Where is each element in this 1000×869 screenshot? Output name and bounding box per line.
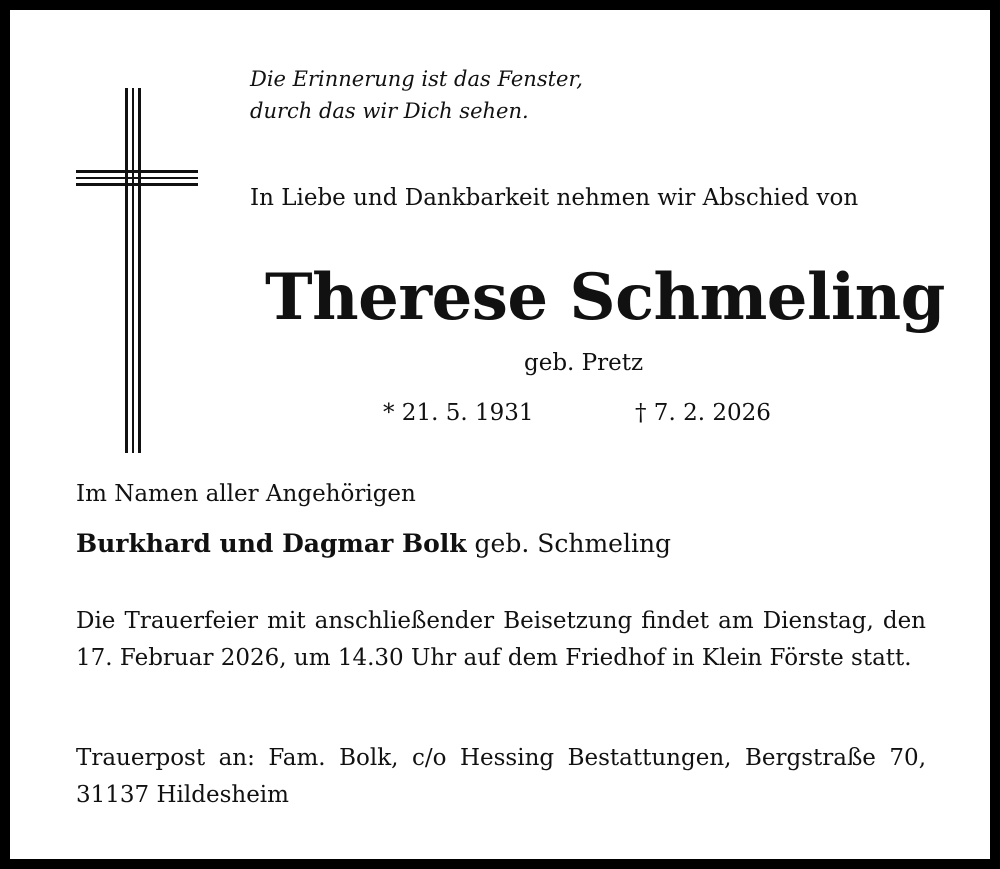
quote-line-1: Die Erinnerung ist das Fenster, bbox=[250, 67, 583, 91]
cross-icon bbox=[76, 88, 198, 454]
birth-date: * 21. 5. 1931 bbox=[383, 400, 534, 426]
quote-line-2: durch das wir Dich sehen. bbox=[250, 99, 529, 123]
behalf-line: Im Namen aller Angehörigen bbox=[76, 481, 416, 507]
intro-text: In Liebe und Dankbarkeit nehmen wir Abschied von bbox=[250, 185, 859, 211]
obituary-notice bbox=[10, 10, 990, 859]
maiden-name: geb. Pretz bbox=[524, 350, 644, 376]
mourner-names-rest: geb. Schmeling bbox=[466, 529, 672, 558]
mourner-names bbox=[76, 529, 671, 558]
mourner-names-bold: Burkhard und Dagmar Bolk bbox=[76, 529, 467, 558]
death-date: † 7. 2. 2026 bbox=[635, 400, 771, 426]
ceremony-details: Die Trauerfeier mit anschließender Beisetzung findet am Dienstag, den 17. Februar 2026, um 14.30 Uhr auf dem Friedhof in Klein Förste statt. bbox=[76, 608, 926, 671]
condolence-address: Trauerpost an: Fam. Bolk, c/o Hessing Bestattungen, Bergstraße 70, 31137 Hildesheim bbox=[76, 745, 926, 808]
quote bbox=[250, 63, 583, 127]
deceased-name: Therese Schmeling bbox=[265, 260, 945, 335]
